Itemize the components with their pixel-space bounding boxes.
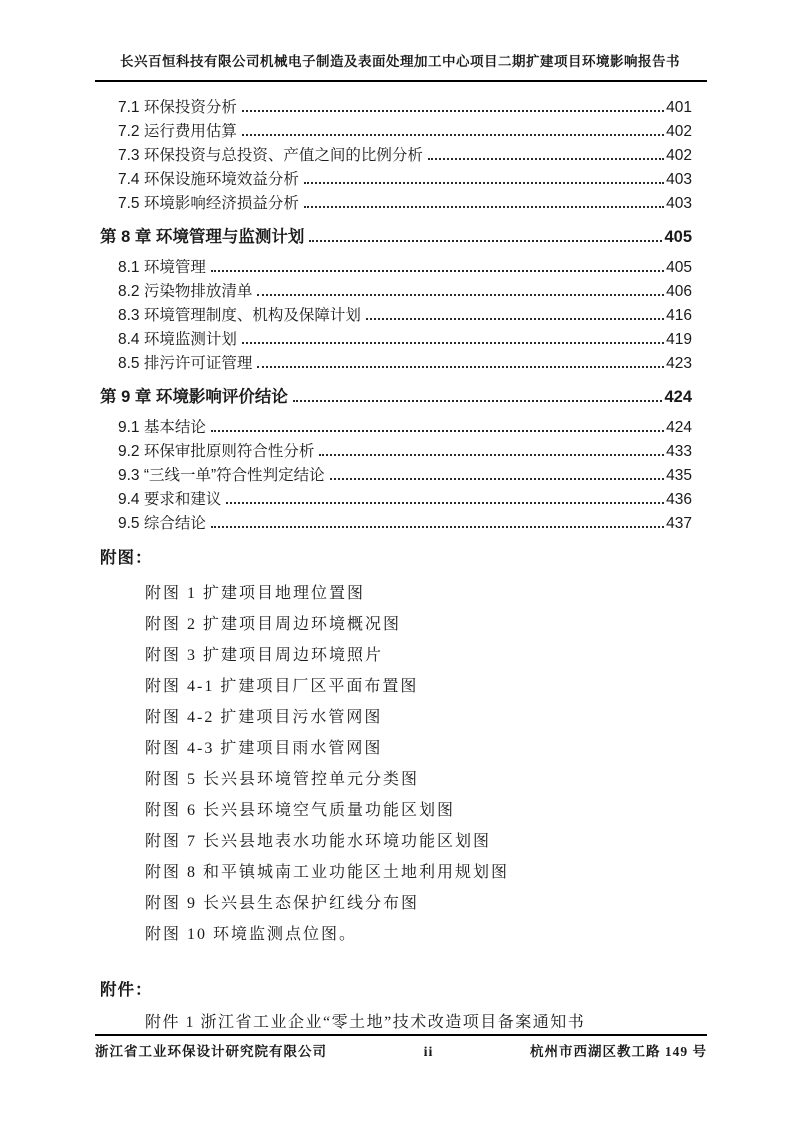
toc-entry-label: 7.5 环境影响经济损益分析 <box>118 195 299 212</box>
figure-list-item: 附图 4-3 扩建项目雨水管网图 <box>145 740 383 757</box>
toc-entry-page: 406 <box>666 283 692 300</box>
dot-leader <box>211 270 664 272</box>
toc-entry-label: 8.5 排污许可证管理 <box>118 355 253 372</box>
attachments-section <box>100 978 700 1035</box>
figure-list-item: 附图 5 长兴县环境管控单元分类图 <box>145 771 420 788</box>
toc-entry-label: 8.2 污染物排放清单 <box>118 283 253 300</box>
toc-entry[interactable] <box>100 120 692 144</box>
toc-entry[interactable] <box>100 96 692 120</box>
toc-entry[interactable] <box>100 280 692 304</box>
dot-leader <box>319 454 664 456</box>
toc-entry[interactable] <box>100 168 692 192</box>
toc-entry[interactable] <box>100 192 692 216</box>
toc-entry-page: 419 <box>666 331 692 348</box>
toc-entry-page: 435 <box>666 467 692 484</box>
figure-list-item: 附图 3 扩建项目周边环境照片 <box>145 647 384 664</box>
figure-list-item: 附图 2 扩建项目周边环境概况图 <box>145 616 402 633</box>
attachment-list-item: 附件 1 浙江省工业企业“零土地”技术改造项目备案通知书 <box>145 1014 586 1031</box>
toc-entry-label: 9.1 基本结论 <box>118 419 206 436</box>
dot-leader <box>428 158 664 160</box>
toc-entry-page: 424 <box>664 388 692 406</box>
toc-entry-page: 405 <box>664 228 692 246</box>
toc-entry[interactable] <box>100 144 692 168</box>
dot-leader <box>242 110 664 112</box>
toc-entry[interactable] <box>100 512 692 536</box>
footer-company: 浙江省工业环保设计研究院有限公司 <box>95 1044 327 1059</box>
toc-entry-page: 416 <box>666 307 692 324</box>
figures-heading: 附图： <box>100 548 153 567</box>
figure-list-item: 附图 4-2 扩建项目污水管网图 <box>145 709 383 726</box>
toc-entry-page: 437 <box>666 515 692 532</box>
dot-leader <box>257 366 664 368</box>
toc-entry-label: 8.3 环境管理制度、机构及保障计划 <box>118 307 361 324</box>
figure-list-item: 附图 1 扩建项目地理位置图 <box>145 585 366 602</box>
toc-entry-page: 403 <box>666 171 692 188</box>
toc-entry-label: 9.2 环保审批原则符合性分析 <box>118 443 315 460</box>
dot-leader <box>309 240 662 242</box>
table-of-contents <box>100 96 692 536</box>
toc-entry-label: 9.5 综合结论 <box>118 515 206 532</box>
toc-entry-page: 401 <box>666 99 692 116</box>
toc-entry-page: 436 <box>666 491 692 508</box>
footer-page-number: ii <box>423 1045 434 1060</box>
dot-leader <box>304 182 664 184</box>
dot-leader <box>226 502 664 504</box>
figure-list-item: 附图 4-1 扩建项目厂区平面布置图 <box>145 678 419 695</box>
toc-entry[interactable] <box>100 488 692 512</box>
toc-entry[interactable] <box>100 416 692 440</box>
toc-entry-page: 402 <box>666 123 692 140</box>
footer-address: 杭州市西湖区教工路 149 号 <box>530 1044 707 1059</box>
figure-list-item: 附图 9 长兴县生态保护红线分布图 <box>145 895 420 912</box>
figure-list-item: 附图 10 环境监测点位图。 <box>145 926 358 943</box>
toc-entry-label: 7.1 环保投资分析 <box>118 99 237 116</box>
footer-divider <box>95 1034 707 1036</box>
toc-entry-page: 423 <box>666 355 692 372</box>
toc-entry[interactable] <box>100 224 692 250</box>
figure-list-item: 附图 6 长兴县环境空气质量功能区划图 <box>145 802 456 819</box>
toc-entry-page: 403 <box>666 195 692 212</box>
dot-leader <box>211 526 664 528</box>
toc-entry-label: 8.4 环境监测计划 <box>118 331 237 348</box>
figure-list-item: 附图 8 和平镇城南工业功能区土地利用规划图 <box>145 864 510 881</box>
toc-entry-label: 9.4 要求和建议 <box>118 491 222 508</box>
toc-entry[interactable] <box>100 328 692 352</box>
toc-entry[interactable] <box>100 304 692 328</box>
toc-entry[interactable] <box>100 352 692 376</box>
page-header-title: 长兴百恒科技有限公司机械电子制造及表面处理加工中心项目二期扩建项目环境影响报告书 <box>120 54 680 69</box>
header-divider <box>95 80 707 82</box>
dot-leader <box>242 134 664 136</box>
toc-entry-label: 第 9 章 环境影响评价结论 <box>100 388 288 406</box>
toc-entry-label: 9.3 “三线一单”符合性判定结论 <box>118 467 325 484</box>
attachments-heading: 附件： <box>100 980 153 999</box>
toc-entry[interactable] <box>100 464 692 488</box>
dot-leader <box>366 318 664 320</box>
toc-entry-page: 433 <box>666 443 692 460</box>
toc-entry[interactable] <box>100 384 692 410</box>
dot-leader <box>242 342 664 344</box>
dot-leader <box>211 430 664 432</box>
toc-entry[interactable] <box>100 440 692 464</box>
figures-section <box>100 546 700 950</box>
toc-entry-label: 8.1 环境管理 <box>118 259 206 276</box>
dot-leader <box>293 400 663 402</box>
toc-entry[interactable] <box>100 256 692 280</box>
page-footer <box>95 1040 707 1061</box>
toc-entry-label: 7.3 环保投资与总投资、产值之间的比例分析 <box>118 147 423 164</box>
figures-list <box>100 578 700 950</box>
dot-leader <box>330 478 664 480</box>
dot-leader <box>257 294 664 296</box>
toc-entry-label: 7.2 运行费用估算 <box>118 123 237 140</box>
toc-entry-page: 424 <box>666 419 692 436</box>
toc-entry-label: 7.4 环保设施环境效益分析 <box>118 171 299 188</box>
dot-leader <box>304 206 664 208</box>
toc-entry-page: 402 <box>666 147 692 164</box>
toc-entry-label: 第 8 章 环境管理与监测计划 <box>100 228 305 246</box>
figure-list-item: 附图 7 长兴县地表水功能水环境功能区划图 <box>145 833 492 850</box>
toc-entry-page: 405 <box>666 259 692 276</box>
